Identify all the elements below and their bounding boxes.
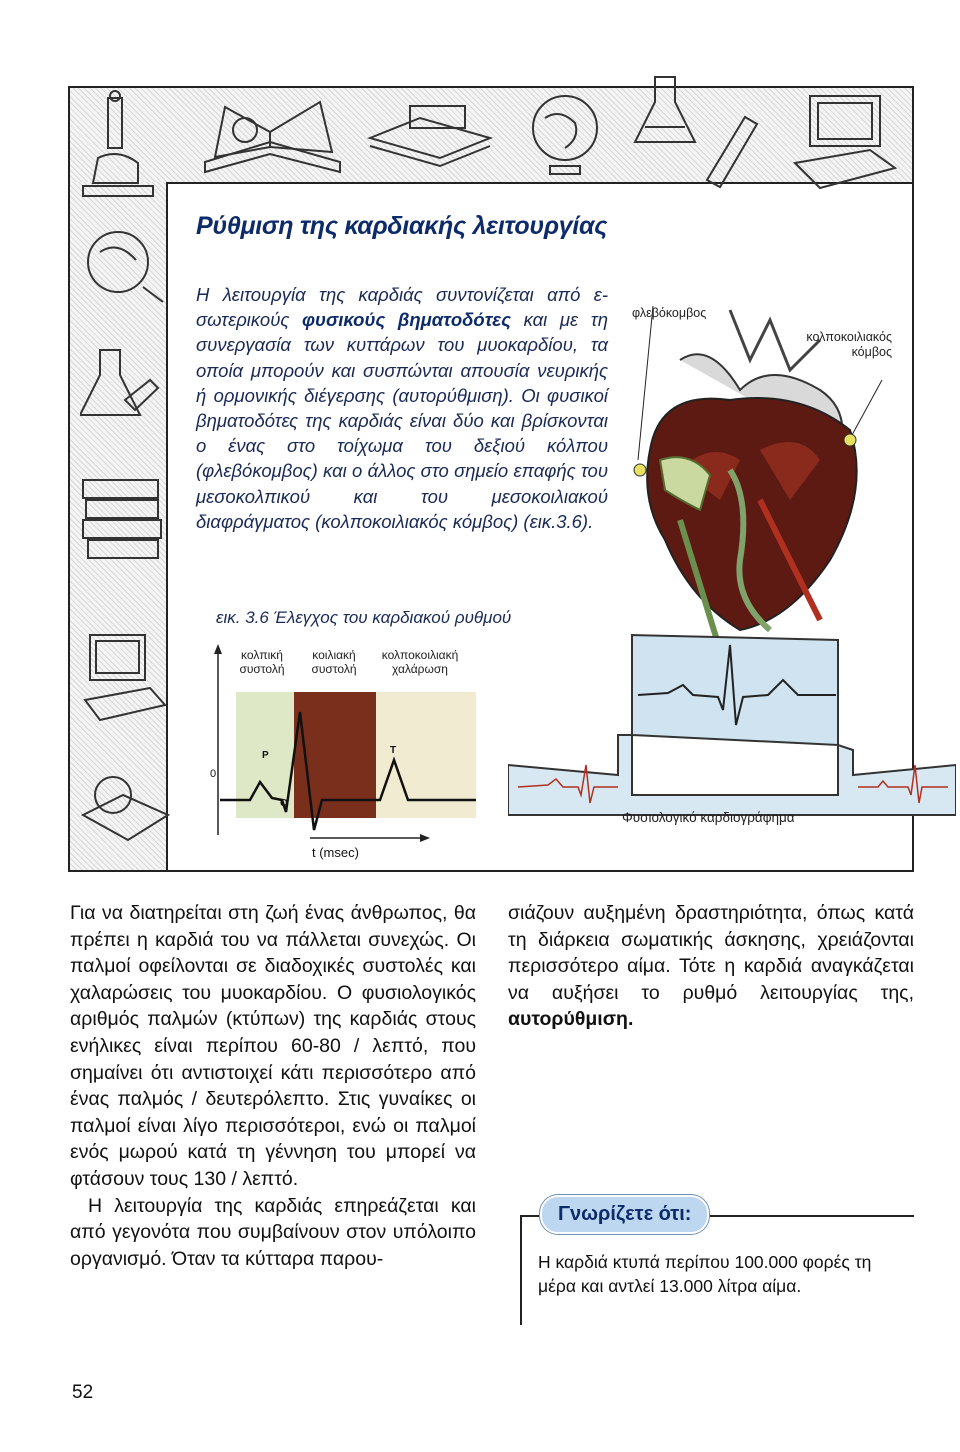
phase-label-2-line2: συστολή xyxy=(311,662,357,676)
phase-label-1-line1: κολπική xyxy=(241,648,283,662)
books-pile-icon xyxy=(360,98,500,168)
av-node-label xyxy=(790,330,892,360)
y-axis-arrow xyxy=(214,644,222,654)
computer-small-icon xyxy=(80,630,170,730)
x-axis-arrow xyxy=(420,834,430,842)
body-paragraph-1: Για να διατηρείται στη ζωή ένας άνθρωπος, θα πρέπει η καρδιά του να πάλλεται συνεχώς. Οι παλμοί οφείλονται σε διαδοχικές συστολές και χαλαρώσεις του μυοκαρδίου. Ο φυσιολογικός αριθμός παλμών (κτύπων) της καρδιάς στους ενήλικες είναι περίπου 60-80 / λεπτό, που σημαίνει ότι αντιστοιχεί κάτι περισσότερο από ένας παλμός / δευτερόλεπτο. Στις γυναίκες οι παλμοί είναι λίγο περισσότεροι, ενώ οι παλμοί ενός μωρού κατά τη γέννηση του μπορεί να φτάσουν τους 130 / λεπτό. xyxy=(70,902,476,1190)
ecg-ribbon xyxy=(508,615,956,825)
phase-label-3 xyxy=(370,648,470,676)
ecg-strip-caption: Φυσιολογικό καρδιογράφημα xyxy=(622,810,795,825)
phase-label-2-line1: κοιλιακή xyxy=(312,648,356,662)
body-column-2 xyxy=(508,900,914,1033)
phase-label-3-line2: χαλάρωση xyxy=(392,662,448,676)
phase-label-1 xyxy=(224,648,300,676)
microscope-icon xyxy=(78,88,168,208)
globe-small-icon xyxy=(78,222,168,312)
zero-label: 0 xyxy=(210,768,217,780)
phase-label-1-line2: συστολή xyxy=(239,662,285,676)
flask-small-icon xyxy=(80,340,160,450)
phase-label-2 xyxy=(298,648,370,676)
open-book-icon xyxy=(78,755,173,850)
body-paragraph-3: σιάζουν αυξημένη δραστηριότητα, όπως κατά τη διάρκεια σωματικής άσκησης, χρειάζονται περισσότερο αίμα. Τότε η καρδιά αναγκάζεται να αυξήσει το ρυθμό λειτουργίας της, xyxy=(508,902,914,1004)
av-node-label-line2: κόμβος xyxy=(851,345,892,359)
sa-node-label: φλεβόκομβος xyxy=(632,306,707,320)
page-number: 52 xyxy=(72,1382,94,1403)
section-title: Ρύθμιση της καρδιακής λειτουργίας xyxy=(196,212,608,240)
intro-paragraph xyxy=(196,282,608,534)
intro-text-1: Η λειτουργία της καρδιάς συντονίζεται από ε-σωτερικούς xyxy=(196,284,608,331)
test-tube-icon xyxy=(695,112,765,192)
wave-label-p: P xyxy=(262,750,269,761)
ecg-phase-chart xyxy=(210,640,480,865)
x-axis-label: t (msec) xyxy=(312,845,359,860)
globe-icon xyxy=(520,88,610,183)
computer-icon xyxy=(790,88,900,198)
book-icon xyxy=(200,92,350,177)
phase-label-3-line1: κολποκοιλιακή xyxy=(381,648,459,662)
figure-caption: εικ. 3.6 Έλεγχος του καρδιακού ρυθμού xyxy=(216,608,512,627)
books-stack-icon xyxy=(78,470,168,580)
flask-icon xyxy=(630,72,700,152)
wave-label-q: Q xyxy=(280,798,288,809)
wave-label-t: T xyxy=(390,745,397,756)
av-node-label-line1: κολποκοιλιακός xyxy=(806,330,892,344)
intro-text-bold: φυσικούς βηματοδότες xyxy=(302,309,511,331)
body-column-1 xyxy=(70,900,476,1272)
body-paragraph-3-bold: αυτορύθμιση. xyxy=(508,1008,634,1031)
did-you-know-title: Γνωρίζετε ότι: xyxy=(540,1195,709,1234)
intro-text-2: και με τη συνεργασία των κυττάρων του μυοκαρδίου, τα οποία μπορούν και συσπώνται απουσία νευρικής ή ορμονικής διέγερσης (αυτορύθμιση). Οι φυσικοί βηματοδότες της καρδιάς είναι δύο και βρίσκονται ο ένας στο τοίχωμα του δεξιού κόλπου (φλεβόκομβος) και ο άλλος στο σημείο επαφής του μεσοκολπικού και του μεσοκοιλιακού διαφράγματος (κολποκοιλιακός κόμβος) (εικ.3.6). xyxy=(196,309,608,532)
body-paragraph-2: Η λειτουργία της καρδιάς επηρεάζεται και από γεγονότα που συμβαίνουν στον υπόλοιπο οργανισμό. Όταν τα κύτταρα παρου- xyxy=(70,1194,476,1270)
did-you-know-text: Η καρδιά κτυπά περίπου 100.000 φορές τη μέρα και αντλεί 13.000 λίτρα αίμα. xyxy=(538,1252,872,1296)
